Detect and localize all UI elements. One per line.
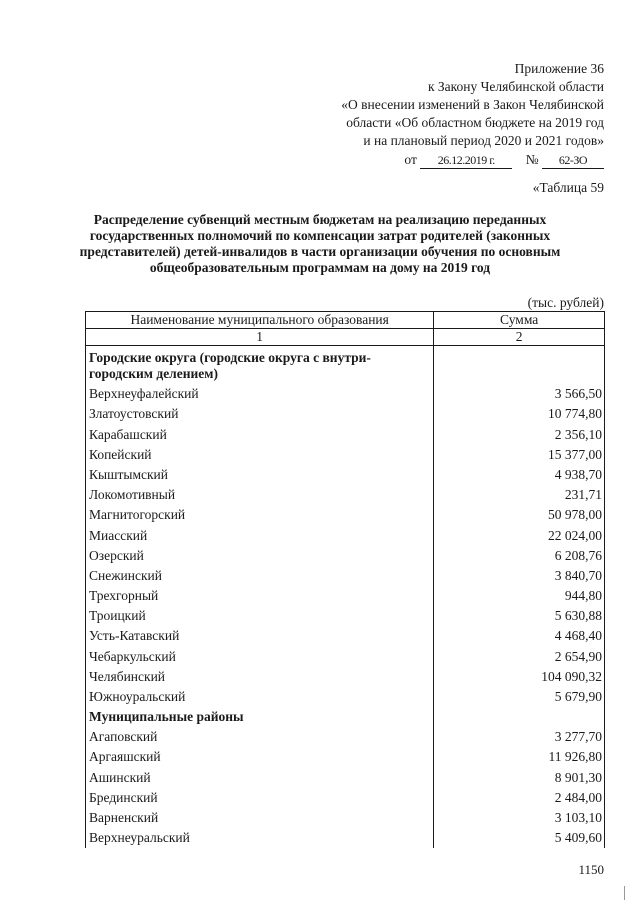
table-row [86, 445, 605, 465]
table-row [86, 485, 605, 505]
municipality-name: Ашинский [86, 767, 434, 787]
units-label: (тыс. рублей) [527, 295, 604, 310]
column-header-amount: Сумма [434, 312, 605, 329]
document-title [70, 212, 570, 276]
amount-cell: 3 103,10 [434, 808, 605, 828]
amount-cell: 50 978,00 [434, 505, 605, 525]
document-header [274, 60, 604, 169]
header-line: и на плановый период 2020 и 2021 годов» [363, 133, 604, 148]
table-row [86, 586, 605, 606]
amount-cell: 15 377,00 [434, 445, 605, 465]
amount-cell: 5 679,90 [434, 687, 605, 707]
column-header-name: Наименование муниципального образования [86, 312, 434, 329]
amount-cell: 3 277,70 [434, 727, 605, 747]
table-row [86, 606, 605, 626]
amount-cell: 8 901,30 [434, 767, 605, 787]
municipality-name: Озерский [86, 546, 434, 566]
amount-cell: 11 926,80 [434, 747, 605, 767]
law-date-number [274, 151, 604, 169]
amount-cell: 22 024,00 [434, 525, 605, 545]
amount-cell: 3 840,70 [434, 566, 605, 586]
municipality-name: Локомотивный [86, 485, 434, 505]
amount-cell: 5 630,88 [434, 606, 605, 626]
header-line: «О внесении изменений в Закон Челябинской [341, 97, 604, 112]
municipality-name: Верхнеуральский [86, 828, 434, 848]
municipality-name: Усть-Катавский [86, 626, 434, 646]
municipality-name: Варненский [86, 808, 434, 828]
title-line: Распределение субвенций местным бюджетам на реализацию переданных [93, 212, 547, 227]
header-line: Приложение 36 [514, 61, 604, 76]
table-row [86, 566, 605, 586]
table-row [86, 626, 605, 646]
margin-mark [624, 886, 625, 900]
title-line: представителей) детей-инвалидов в части организации обучения по основным [79, 244, 561, 259]
section-title: Муниципальные районы [86, 707, 434, 727]
date-prefix: от [404, 152, 417, 167]
subvention-table [85, 311, 605, 848]
municipality-name: Трехгорный [86, 586, 434, 606]
header-line: к Закону Челябинской области [427, 79, 604, 94]
amount-cell: 10 774,80 [434, 404, 605, 424]
section-title: Городские округа (городские округа с внутри-городским делением) [86, 346, 434, 385]
table-label: «Таблица 59 [532, 180, 604, 195]
municipality-name: Брединский [86, 788, 434, 808]
page-number: 1150 [578, 862, 604, 877]
table-row [86, 788, 605, 808]
table-row [86, 505, 605, 525]
municipality-name: Чебаркульский [86, 646, 434, 666]
column-numbers-row [86, 329, 605, 346]
table-row [86, 384, 605, 404]
municipality-name: Копейский [86, 445, 434, 465]
table-row [86, 747, 605, 767]
municipality-name: Карабашский [86, 424, 434, 444]
table-row [86, 767, 605, 787]
number-sign: № [525, 152, 539, 167]
table-row [86, 667, 605, 687]
title-line: общеобразовательным программам на дому на 2019 год [149, 260, 491, 275]
column-number: 2 [434, 329, 605, 346]
table-header-row [86, 312, 605, 329]
amount-cell: 4 468,40 [434, 626, 605, 646]
table-row [86, 808, 605, 828]
table-row [86, 525, 605, 545]
amount-cell: 231,71 [434, 485, 605, 505]
table-row [86, 687, 605, 707]
law-date: 26.12.2019 г. [420, 153, 512, 169]
table-row [86, 546, 605, 566]
municipality-name: Златоустовский [86, 404, 434, 424]
amount-cell: 3 566,50 [434, 384, 605, 404]
title-line: государственных полномочий по компенсации затрат родителей (законных [89, 228, 551, 243]
amount-cell: 104 090,32 [434, 667, 605, 687]
amount-cell: 2 356,10 [434, 424, 605, 444]
law-number: 62-ЗО [542, 153, 604, 169]
amount-cell: 2 654,90 [434, 646, 605, 666]
table-row [86, 646, 605, 666]
municipality-name: Аргаяшский [86, 747, 434, 767]
municipality-name: Челябинский [86, 667, 434, 687]
table-row [86, 828, 605, 848]
section-header-row [86, 707, 605, 727]
amount-cell: 4 938,70 [434, 465, 605, 485]
section-header-row [86, 346, 605, 385]
municipality-name: Верхнеуфалейский [86, 384, 434, 404]
municipality-name: Агаповский [86, 727, 434, 747]
amount-cell: 944,80 [434, 586, 605, 606]
amount-cell: 5 409,60 [434, 828, 605, 848]
amount-cell: 6 208,76 [434, 546, 605, 566]
municipality-name: Магнитогорский [86, 505, 434, 525]
amount-cell: 2 484,00 [434, 788, 605, 808]
header-line: области «Об областном бюджете на 2019 год [346, 115, 604, 130]
column-number: 1 [86, 329, 434, 346]
municipality-name: Миасский [86, 525, 434, 545]
municipality-name: Снежинский [86, 566, 434, 586]
municipality-name: Южноуральский [86, 687, 434, 707]
table-row [86, 404, 605, 424]
table-row [86, 424, 605, 444]
municipality-name: Кыштымский [86, 465, 434, 485]
table-row [86, 727, 605, 747]
municipality-name: Троицкий [86, 606, 434, 626]
table-row [86, 465, 605, 485]
